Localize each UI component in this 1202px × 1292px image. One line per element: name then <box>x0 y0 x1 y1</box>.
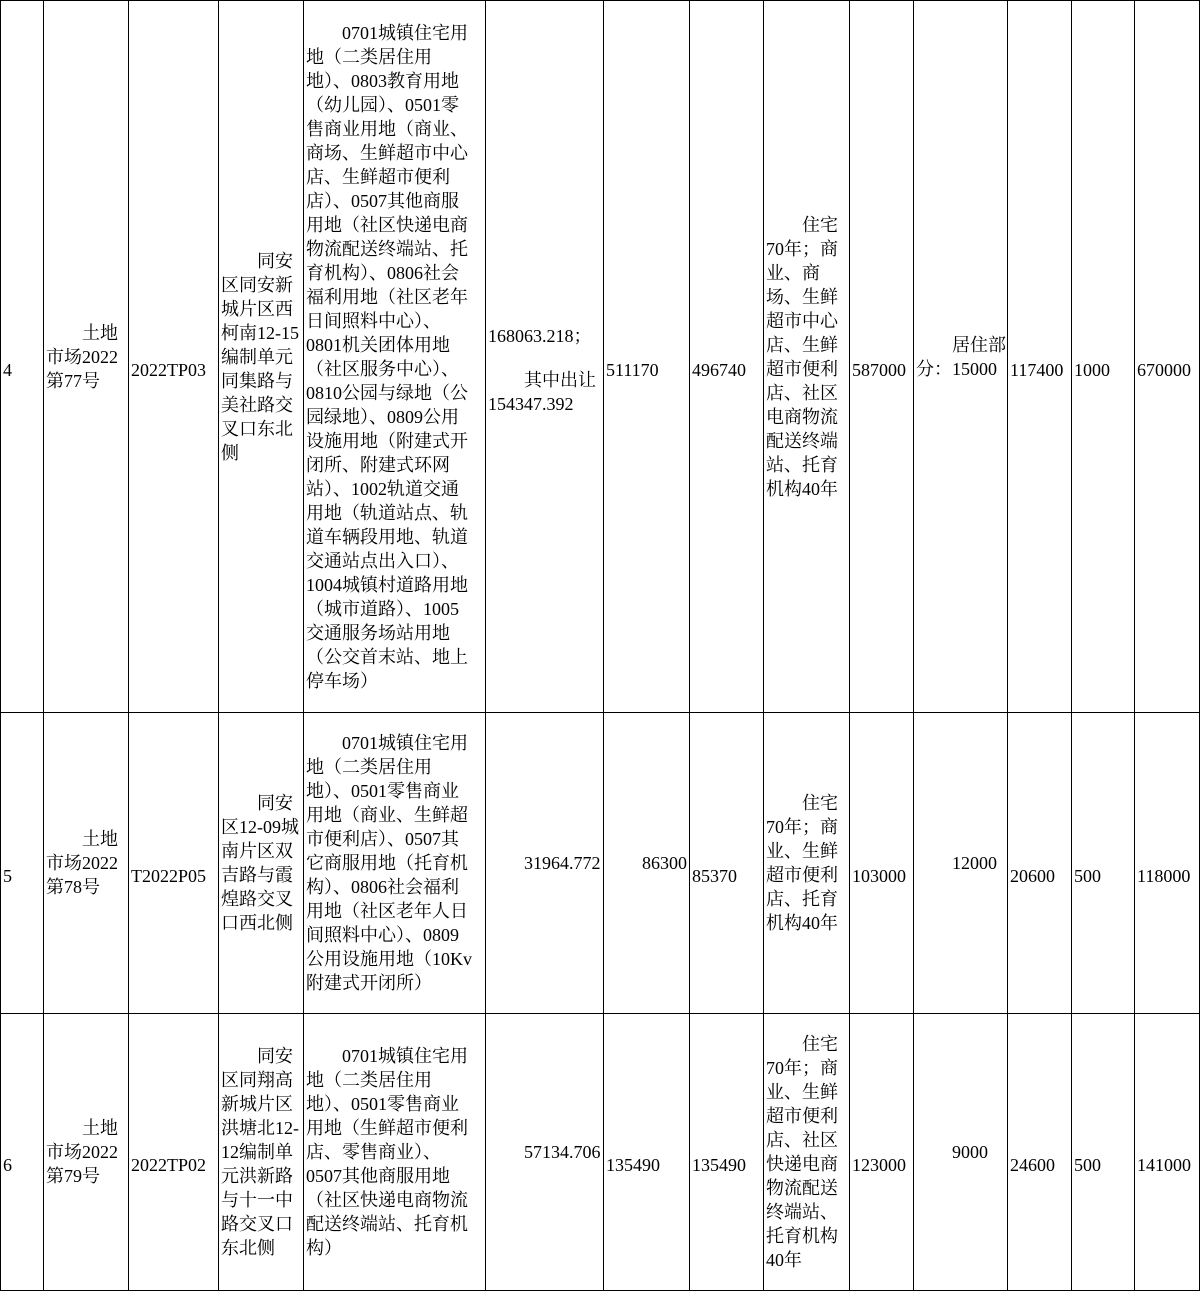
data-cell-col12: 20600 <box>1008 713 1072 1014</box>
use-term-cell: 住宅 70年；商 业、生鲜 超市便利 店、托育 机构40年 <box>764 713 850 1014</box>
table-row <box>1 713 1200 1014</box>
area-cell <box>486 1 604 713</box>
location-cell: 同安 区12-09城 南片区双 吉路与霞 煌路交叉 口西北侧 <box>219 713 304 1014</box>
use-term-cell: 住宅 70年；商 业、生鲜 超市便利 店、社区 快递电商 物流配送 终端站、 托育机构 40年 <box>764 1014 850 1291</box>
notice-number-cell: 土地 市场2022 第77号 <box>44 1 129 713</box>
area-transfer-note: 其中出让 154347.392 <box>488 369 596 414</box>
data-cell-col12: 24600 <box>1008 1014 1072 1291</box>
data-cell-col7: 511170 <box>604 1 690 713</box>
seq-cell: 5 <box>1 713 44 1014</box>
land-use-cell: 0701城镇住宅用 地（二类居住用 地）、0803教育用地 （幼儿园）、0501零 售商业用地（商业、 商场、生鲜超市中心 店、生鲜超市便利 店）、0507其他商服 用地（社区快递电商 物流配送终端站、托 育机构）、0806社会 福利用地（社区老年 日间照料中心）、 0801机关团体用地 （社区服务中心）、 0810公园与绿地（公 园绿地）、0809公用 设施用地（附建式开 闭所、附建式环网 站）、1002轨道交通 用地（轨道站点、轨 道车辆段用地、轨道 交通站点出入口）、 1004城镇村道路用地 （城市道路）、1005 交通服务场站用地 （公交首末站、地上 停车场） <box>304 1 486 713</box>
data-cell-col8: 85370 <box>690 713 764 1014</box>
data-cell-col14: 118000 <box>1135 713 1200 1014</box>
data-cell-col7: 135490 <box>604 1014 690 1291</box>
data-cell-col13: 500 <box>1072 713 1135 1014</box>
table-row <box>1 1 1200 713</box>
data-cell-col12: 117400 <box>1008 1 1072 713</box>
seq-cell: 4 <box>1 1 44 713</box>
notice-number-cell: 土地 市场2022 第79号 <box>44 1014 129 1291</box>
seq-cell: 6 <box>1 1014 44 1291</box>
land-use-cell: 0701城镇住宅用 地（二类居住用 地）、0501零售商业 用地（生鲜超市便利 店、零售商业）、 0507其他商服用地 （社区快递电商物流 配送终端站、托育机 构） <box>304 1014 486 1291</box>
use-term-cell: 住宅 70年；商 业、商 场、生鲜 超市中心 店、生鲜 超市便利 店、社区 电商物流 配送终端 站、托育 机构40年 <box>764 1 850 713</box>
data-cell-col10: 103000 <box>850 713 914 1014</box>
data-cell-col13: 500 <box>1072 1014 1135 1291</box>
data-cell-col11: 9000 <box>914 1014 1008 1291</box>
table-row <box>1 1014 1200 1291</box>
area-cell: 57134.706 <box>486 1014 604 1291</box>
data-cell-col11: 12000 <box>914 713 1008 1014</box>
data-cell-col14: 141000 <box>1135 1014 1200 1291</box>
data-cell-col11: 居住部 分：15000 <box>914 1 1008 713</box>
parcel-code-cell: 2022TP03 <box>129 1 219 713</box>
data-cell-col8: 496740 <box>690 1 764 713</box>
location-cell: 同安 区同安新 城片区西 柯南12-15 编制单元 同集路与 美社路交 叉口东北 侧 <box>219 1 304 713</box>
data-cell-col13: 1000 <box>1072 1 1135 713</box>
data-cell-col7: 86300 <box>604 713 690 1014</box>
land-use-cell: 0701城镇住宅用 地（二类居住用 地）、0501零售商业 用地（商业、生鲜超 市便利店）、0507其 它商服用地（托育机 构）、0806社会福利 用地（社区老年人日 间照料中心）、0809 公用设施用地（10Kv 附建式开闭所） <box>304 713 486 1014</box>
location-cell: 同安 区同翔高 新城片区 洪塘北12- 12编制单 元洪新路 与十一中 路交叉口 东北侧 <box>219 1014 304 1291</box>
area-total: 168063.218； <box>488 325 592 346</box>
data-cell-col14: 670000 <box>1135 1 1200 713</box>
parcel-code-cell: 2022TP02 <box>129 1014 219 1291</box>
data-cell-col10: 123000 <box>850 1014 914 1291</box>
notice-number-cell: 土地 市场2022 第78号 <box>44 713 129 1014</box>
area-cell: 31964.772 <box>486 713 604 1014</box>
parcel-code-cell: T2022P05 <box>129 713 219 1014</box>
data-cell-col10: 587000 <box>850 1 914 713</box>
data-cell-col8: 135490 <box>690 1014 764 1291</box>
